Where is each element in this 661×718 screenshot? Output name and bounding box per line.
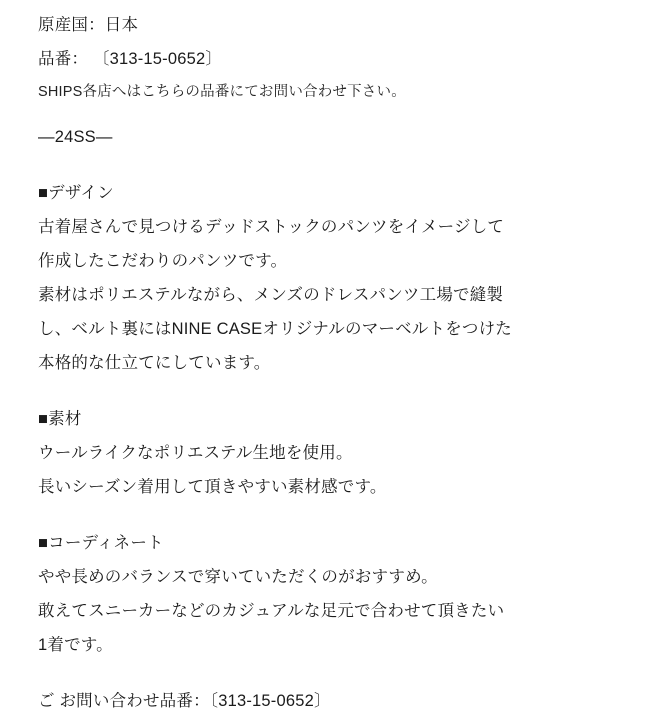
- season-label-line: ―24SS―: [38, 128, 113, 146]
- spacer-after-material: [38, 504, 627, 526]
- section-coordinate-line-3: 1着です。: [38, 636, 113, 654]
- section-design-heading: ■デザイン: [38, 184, 114, 202]
- spacer-after-design: [38, 380, 627, 402]
- section-coordinate: [38, 526, 627, 662]
- spacer-after-header: [38, 108, 627, 120]
- item-number-line: 品番： 〔313-15-0652〕: [38, 50, 223, 68]
- section-design: [38, 176, 627, 380]
- document-footer-clipped: [38, 684, 627, 710]
- section-design-line-3: 素材はポリエステルながら、メンズのドレスパンツ工場で縫製: [38, 286, 504, 304]
- document-header: [38, 8, 627, 108]
- section-material-heading: ■素材: [38, 410, 82, 428]
- footer-inquiry-line: ご お問い合わせ品番：〔313-15-0652〕: [38, 692, 331, 710]
- section-material-line-1: ウールライクなポリエステル生地を使用。: [38, 444, 353, 462]
- section-material: [38, 402, 627, 504]
- inquiry-note-line: SHIPS各店へはこちらの品番にてお問い合わせ下さい。: [38, 84, 406, 100]
- section-material-line-2: 長いシーズン着用して頂きやすい素材感です。: [38, 478, 387, 496]
- section-coordinate-line-1: やや長めのバランスで穿いていただくのがおすすめ。: [38, 568, 438, 586]
- section-design-line-4: し、ベルト裏にはNINE CASEオリジナルのマーベルトをつけた: [38, 320, 513, 338]
- spacer-after-season: [38, 154, 627, 176]
- spacer-after-coordinate: [38, 662, 627, 684]
- section-design-line-5: 本格的な仕立てにしています。: [38, 354, 271, 372]
- section-coordinate-heading: ■コーディネート: [38, 534, 164, 552]
- section-design-line-2: 作成したこだわりのパンツです。: [38, 252, 288, 270]
- origin-country-line: 原産国：日本: [38, 16, 139, 34]
- section-coordinate-line-2: 敢えてスニーカーなどのカジュアルな足元で合わせて頂きたい: [38, 602, 505, 620]
- section-design-line-1: 古着屋さんで見つけるデッドストックのパンツをイメージして: [38, 218, 505, 236]
